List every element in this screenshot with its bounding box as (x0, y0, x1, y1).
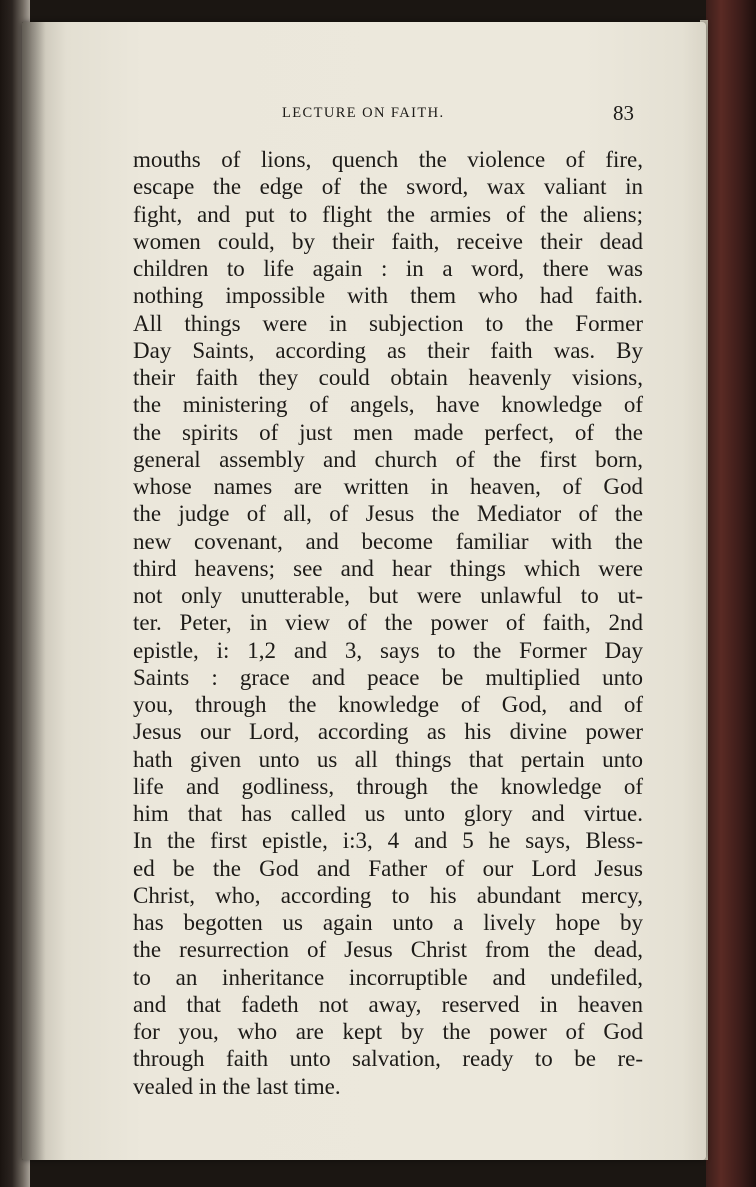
text-line: In the first epistle, i:3, 4 and 5 he says, Bless- (133, 828, 643, 854)
text-line: the judge of all, of Jesus the Mediator of the (133, 501, 643, 527)
text-line: children to life again : in a word, there was (133, 256, 643, 281)
text-line: third heavens; see and hear things which were (133, 555, 643, 581)
text-line: nothing impossible with them who had faith. (133, 283, 643, 309)
text-line: vealed in the last time. (133, 1073, 341, 1099)
text-line: the spirits of just men made perfect, of the (133, 419, 643, 445)
body-text (133, 146, 643, 1100)
text-line: the ministering of angels, have knowledge of (133, 392, 643, 418)
text-line: their faith they could obtain heavenly visions, (133, 365, 643, 390)
text-line: Christ, who, according to his abundant mercy, (133, 882, 643, 908)
text-line: you, through the knowledge of God, and of (133, 692, 643, 717)
page-header (130, 102, 640, 132)
book-cover-right (706, 0, 756, 1187)
text-line: through faith unto salvation, ready to be re- (133, 1046, 643, 1072)
text-line: Day Saints, according as their faith was. By (133, 337, 643, 363)
text-line: mouths of lions, quench the violence of fire, (133, 147, 643, 172)
text-line: whose names are written in heaven, of God (133, 474, 643, 499)
text-line: for you, who are kept by the power of God (133, 1019, 643, 1044)
running-head: LECTURE ON FAITH. (282, 105, 445, 121)
text-line: Saints : grace and peace be multiplied unto (133, 664, 643, 690)
text-line: hath given unto us all things that pertain unto (133, 746, 643, 772)
text-line: life and godliness, through the knowledge of (133, 773, 643, 799)
text-line: general assembly and church of the first born, (133, 446, 643, 472)
text-line: to an inheritance incorruptible and undefiled, (133, 964, 643, 990)
text-line: has begotten us again unto a lively hope by (133, 910, 643, 935)
text-line: epistle, i: 1,2 and 3, says to the Former Day (133, 637, 643, 663)
gutter-shadow (22, 22, 46, 1160)
text-line: ter. Peter, in view of the power of faith, 2nd (133, 610, 643, 636)
text-line: him that has called us unto glory and virtue. (133, 801, 643, 826)
text-line: escape the edge of the sword, wax valiant in (133, 174, 643, 200)
page-number: 83 (613, 101, 634, 125)
text-line: not only unutterable, but were unlawful to ut- (133, 583, 643, 608)
text-line: and that fadeth not away, reserved in heaven (133, 991, 643, 1017)
text-line: All things were in subjection to the Former (133, 310, 643, 336)
text-line: the resurrection of Jesus Christ from the dead, (133, 937, 643, 963)
text-line: new covenant, and become familiar with the (133, 528, 643, 554)
text-line: women could, by their faith, receive their dead (133, 228, 643, 254)
text-line: Jesus our Lord, according as his divine power (133, 719, 643, 745)
text-line: fight, and put to flight the armies of the aliens; (133, 201, 643, 227)
text-line: ed be the God and Father of our Lord Jesus (133, 855, 643, 881)
